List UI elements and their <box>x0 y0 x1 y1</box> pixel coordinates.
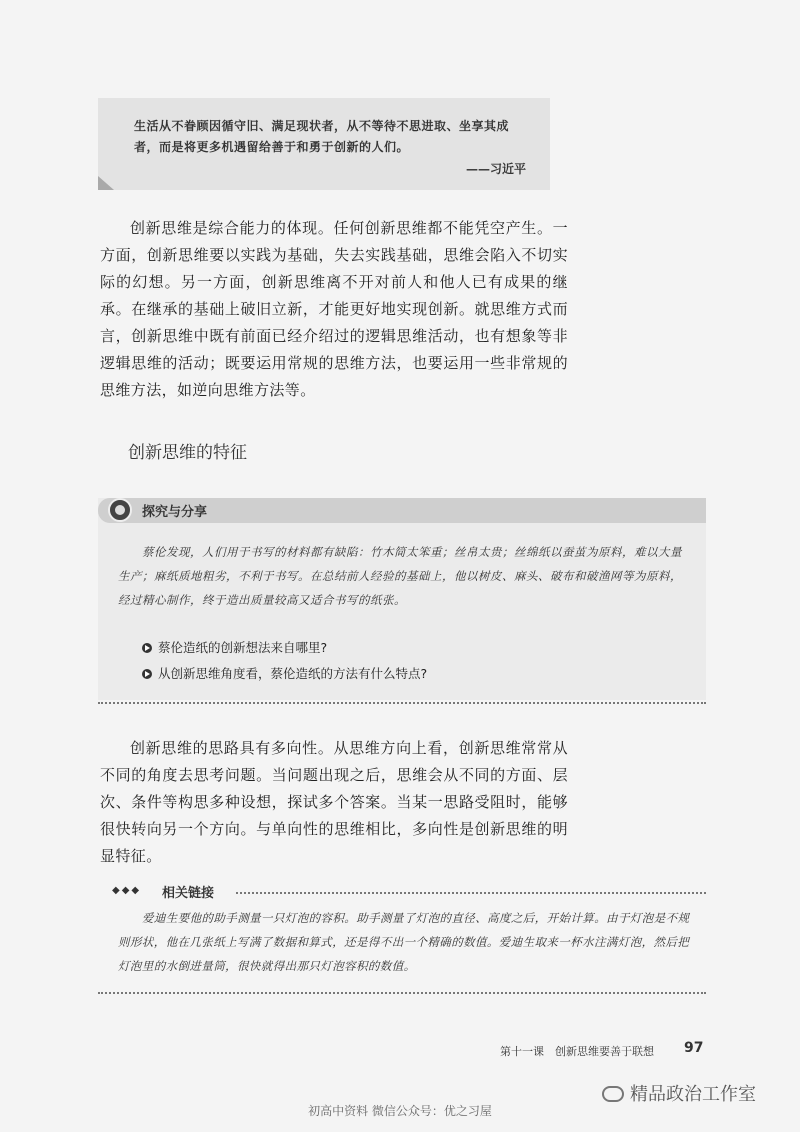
explore-icon <box>108 498 132 522</box>
diamond-icons: ◆◆◆ <box>112 885 142 896</box>
related-title-divider <box>236 892 706 894</box>
quote-fold-corner <box>98 176 114 190</box>
paragraph-multidirectional: 创新思维的思路具有多向性。从思维方向上看，创新思维常常从不同的角度去思考问题。当问题出现之后，思维会从不同的方面、层次、条件等构思多种设想，探试多个答案。当某一思路受阻时，能够很快转向另一个方向。与单向性的思维相比，多向性是创新思维的明显特征。 <box>100 739 568 865</box>
related-divider <box>98 992 706 994</box>
question-text: 从创新思维角度看，蔡伦造纸的方法有什么特点? <box>158 666 428 681</box>
explore-header <box>98 498 706 523</box>
quote-box <box>98 98 550 190</box>
watermark-brand-text: 精品政治工作室 <box>630 1084 756 1105</box>
related-text: 爱迪生要他的助手测量一只灯泡的容积。助手测量了灯泡的直径、高度之后，开始计算。由于灯泡是不规则形状，他在几张纸上写满了数据和算式，还是得不出一个精确的数值。爱迪生取来一杯水注满灯泡，然后把灯泡里的水倒进量筒，很快就得出那只灯泡容积的数值。 <box>118 911 690 973</box>
question-item <box>142 638 327 656</box>
quote-author: ——习近平 <box>465 162 526 176</box>
page-number: 97 <box>684 1040 704 1056</box>
footer-lesson-label: 第十一课 创新思维要善于联想 <box>500 1045 654 1058</box>
section-title: 创新思维的特征 <box>128 443 247 463</box>
watermark-caption: 初高中资料 微信公众号：优之习屋 <box>308 1104 492 1118</box>
question-text: 蔡伦造纸的创新想法来自哪里? <box>158 640 328 655</box>
play-bullet-icon <box>142 669 152 679</box>
explore-divider <box>98 702 706 704</box>
quote-text: 生活从不眷顾因循守旧、满足现状者，从不等待不思进取、坐享其成者，而是将更多机遇留给善于和勇于创新的人们。 <box>134 119 510 154</box>
question-item <box>142 664 427 682</box>
explore-share-box <box>98 498 706 700</box>
play-bullet-icon <box>142 643 152 653</box>
explore-title: 探究与分享 <box>142 505 208 520</box>
wechat-icon <box>602 1086 624 1102</box>
explore-text: 蔡伦发现，人们用于书写的材料都有缺陷：竹木简太笨重；丝帛太贵；丝绵纸以蚕茧为原料，难以大量生产；麻纸质地粗劣，不利于书写。在总结前人经验的基础上，他以树皮、麻头、破布和破渔网等为原料，经过精心制作，终于造出质量较高又适合书写的纸张。 <box>118 545 682 607</box>
paragraph-innovation-basis: 创新思维是综合能力的体现。任何创新思维都不能凭空产生。一方面，创新思维要以实践为基础，失去实践基础，思维会陷入不切实际的幻想。另一方面，创新思维离不开对前人和他人已有成果的继承。在继承的基础上破旧立新，才能更好地实现创新。就思维方式而言，创新思维中既有前面已经介绍过的逻辑思维活动，也有想象等非逻辑思维的活动；既要运用常规的思维方法，也要运用一些非常规的思维方法，如逆向思维方法等。 <box>100 219 568 399</box>
related-title: 相关链接 <box>162 886 215 901</box>
